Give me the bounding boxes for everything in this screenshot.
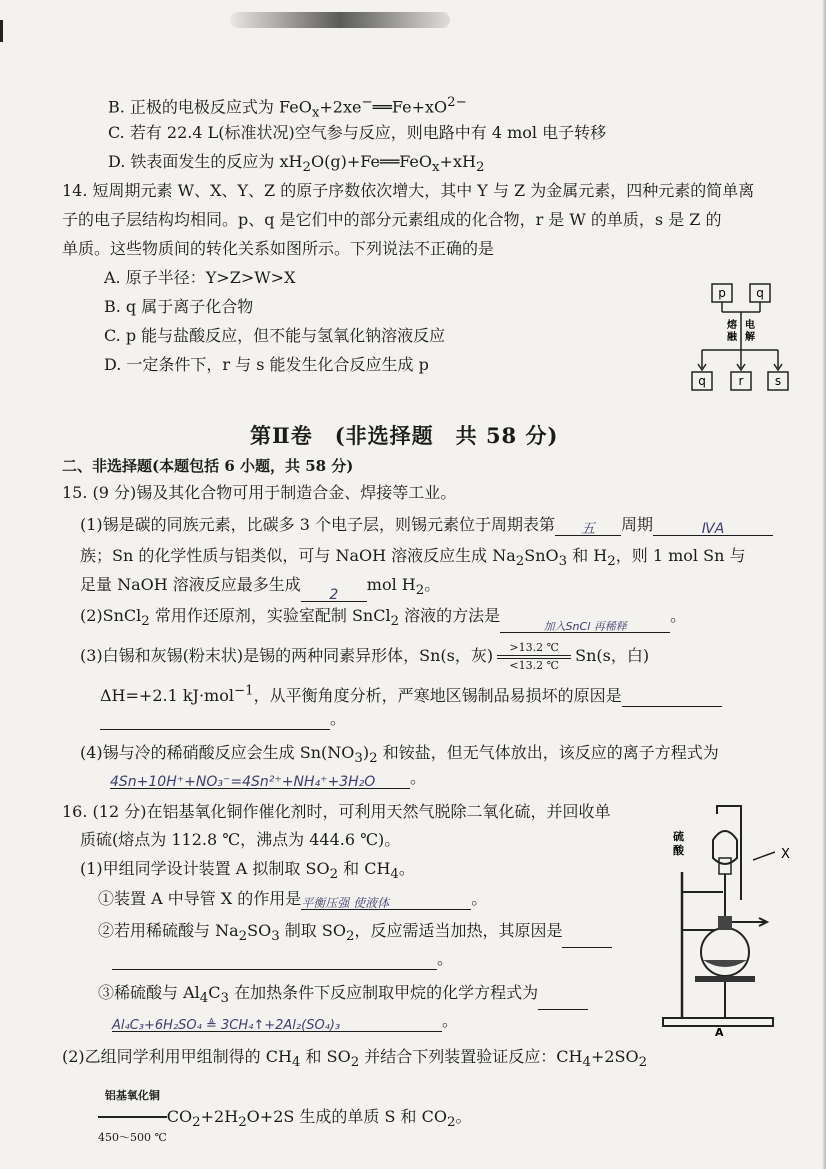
q15-part3-line1 (80, 640, 649, 672)
label-x: X (781, 847, 790, 862)
reaction-condition (98, 1076, 167, 1158)
q15-part3-text: (3)白锡和灰锡(粉末状)是锡的两种同素异形体，Sn(s，灰) (80, 646, 494, 665)
q16-part2: (2)乙组同学利用甲组制得的 $CH_4$ 和 $SO_2$ 并结合下列装置验证反应：$CH_4+2SO_2$ (62, 1047, 648, 1071)
q16-part1-3-line2: Al₄C₃+6H₂SO₄ ≜ 3CH₄↑+2Al₂(SO₄)₃ 。 (112, 1011, 459, 1033)
section-title: 第Ⅱ卷 (非选择题 共 58 分) (250, 423, 559, 448)
q13-option-d: D. 铁表面发生的反应为 $xH_2O(g)+Fe══FeO_x+xH_2$ (108, 152, 485, 176)
label-p: p (718, 286, 726, 300)
stand-base (663, 1018, 773, 1026)
q15-part3-question: ΔH=+2.1 kJ·mol$^{-1}$，从平衡角度分析，严寒地区锡制品易损坏的原因是 (100, 684, 622, 706)
q15-period-answer[interactable] (555, 517, 621, 536)
page-edge-shadow (822, 0, 826, 1169)
q15-part1-line1 (80, 514, 773, 536)
heating-mantle (695, 976, 755, 982)
q13-option-b: B. 正极的电极反应式为 $FeO_x+2xe^-══Fe+xO^{2-}$ (108, 95, 467, 121)
q16-part1-2-line2: 。 (112, 948, 453, 970)
q15-part3-line2 (100, 681, 722, 707)
q16-part1-1-answer-text: 平衡压强 使液体 (301, 896, 390, 910)
label-a: A (715, 1026, 724, 1036)
q16-part1: (1)甲组同学设计装置 A 拟制取 $SO_2$ 和 $CH_4$。 (80, 859, 415, 883)
label-acid-2: 酸 (673, 844, 684, 857)
q16-stem-line2: 质硫(熔点为 112.8 ℃，沸点为 444.6 ℃)。 (80, 830, 401, 849)
label-elec-1: 电 (745, 320, 755, 331)
q16-part1-3 (98, 982, 588, 1010)
equilibrium-arrow (497, 642, 571, 672)
q16-part1-3-text: ③稀硫酸与 $Al_4C_3$ 在加热条件下反应制取甲烷的化学方程式为 (98, 983, 539, 1007)
q16-part1-2-answer-a[interactable] (562, 929, 612, 948)
arrow-top-condition: >13.2 ℃ (509, 640, 559, 654)
q16-part1-1-text: ①装置 A 中导管 X 的作用是 (98, 889, 302, 908)
q16-part1-3-answer-text: Al₄C₃+6H₂SO₄ ≜ 3CH₄↑+2Al₂(SO₄)₃ (112, 1018, 341, 1033)
q15-h2-answer-text: 2 (329, 587, 339, 604)
q15-part4: (4)锡与冷的稀硝酸反应会生成 $Sn(NO_3)_2$ 和铵盐，但无气体放出，该反应的离子方程式为 (80, 743, 719, 767)
q16-part1-2 (98, 920, 612, 948)
q16-part1-1-answer[interactable] (301, 891, 471, 910)
q15-h2-answer[interactable] (301, 583, 367, 602)
q16-part1-2-text: ②若用稀硫酸与 $Na_2SO_3$ 制取 $SO_2$，反应需适当加热，其原因是 (98, 921, 563, 945)
q16-stem-line1: 16. (12 分)在铝基氧化铜作催化剂时，可利用天然气脱除二氧化硫，并回收单 (62, 802, 611, 821)
label-melt-2: 融 (727, 332, 737, 343)
q16-part2-products: $CO_2+2H_2O+2S$ 生成的单质 S 和 $CO_2$。 (166, 1106, 472, 1130)
q15-period-answer-text: 五 (581, 521, 596, 537)
q13-option-c: C. 若有 22.4 L(标准状况)空气参与反应，则电路中有 4 mol 电子转移 (108, 123, 607, 142)
q15-part4-answer-text: 4Sn+10H⁺+NO₃⁻=4Sn²⁺+NH₄⁺+3H₂O (110, 774, 376, 790)
q15-part3-line3: 。 (100, 708, 346, 730)
q15-period-label: 周期 (621, 515, 654, 534)
q14-stem-line2: 子的电子层结构均相同。p、q 是它们中的部分元素组成的化合物，r 是 W 的单质，s 是 Z 的 (62, 210, 722, 229)
q15-group-answer-text: ⅣA (701, 521, 725, 537)
q15-h2-unit: mol $H_2$。 (366, 575, 441, 599)
q14-option-d: D. 一定条件下，r 与 s 能发生化合反应生成 p (104, 355, 429, 374)
label-elec-2: 解 (745, 332, 755, 343)
q15-part2: (2)SnCl$_2$ 常用作还原剂，实验室配制 SnCl$_2$ 溶液的方法是加入SnCl 再稀释。 (80, 606, 687, 634)
q15-part2-answer-text: 加入SnCl 再稀释 (543, 620, 627, 634)
q14-stem-line3: 单质。这些物质间的转化关系如图所示。下列说法不正确的是 (62, 239, 495, 258)
catalyst-label: 铝基氧化铜 (98, 1076, 167, 1118)
label-acid-1: 硫 (673, 830, 684, 843)
q15-part2-answer[interactable] (500, 614, 670, 633)
label-melt-1: 熔 (727, 320, 737, 331)
label-r: r (738, 374, 744, 388)
q15-stem: 15. (9 分)锡及其化合物可用于制造合金、焊接等工业。 (62, 483, 457, 502)
q15-part4-answer[interactable] (110, 770, 410, 789)
q15-group-answer[interactable] (653, 517, 773, 536)
q15-part2-text: (2)SnCl$_2$ 常用作还原剂，实验室配制 SnCl$_2$ 溶液的方法是 (80, 606, 501, 630)
q15-part1-text: (1)锡是碳的同族元素，比碳多 3 个电子层，则锡元素位于周期表第 (80, 515, 556, 534)
q15-part1-line2: 族；Sn 的化学性质与铝类似，可与 NaOH 溶液反应生成 $Na_2SnO_3$ 和 $H_2$，则 1 mol Sn 与 (80, 546, 746, 570)
q15-part1-line3 (80, 574, 440, 602)
q16-part1-1: ①装置 A 中导管 X 的作用是平衡压强 使液体 。 (98, 889, 488, 910)
q14-option-a: A. 原子半径：Y>Z>W>X (104, 268, 296, 287)
arrow-bottom-condition: <13.2 ℃ (509, 658, 559, 672)
q15-part3-answer-b[interactable] (100, 711, 330, 730)
q15-part3-answer-a[interactable] (622, 688, 722, 707)
label-q: q (756, 286, 764, 300)
scan-edge-mark (0, 20, 3, 42)
temperature-label: 450～500 ℃ (98, 1131, 167, 1144)
label-s: s (774, 374, 782, 388)
q14-option-b: B. q 属于离子化合物 (104, 297, 254, 316)
label-q-product: q (698, 374, 706, 388)
scan-shadow (230, 12, 450, 28)
q15-part4-answer-line: 4Sn+10H⁺+NO₃⁻=4Sn²⁺+NH₄⁺+3H₂O 。 (110, 768, 427, 790)
q16-part1-3-answer-b[interactable] (112, 1013, 442, 1032)
q16-part2-line2 (98, 1076, 472, 1158)
q14-conversion-diagram (690, 282, 800, 397)
q14-option-c: C. p 能与盐酸反应，但不能与氢氧化钠溶液反应 (104, 326, 446, 345)
section-subtitle: 二、非选择题(本题包括 6 小题，共 58 分) (62, 457, 354, 475)
separatory-funnel (713, 831, 737, 864)
q16-part1-3-answer-a[interactable] (538, 991, 588, 1010)
q15-part3-product: Sn(s，白) (575, 646, 650, 665)
q15-h2-prompt: 足量 NaOH 溶液反应最多生成 (80, 575, 301, 594)
round-bottom-flask (701, 928, 749, 976)
apparatus-a-diagram (655, 800, 805, 1036)
q16-part1-2-answer-b[interactable] (112, 951, 437, 970)
q14-stem-line1: 14. 短周期元素 W、X、Y、Z 的原子序数依次增大，其中 Y 与 Z 为金属元素，四种元素的简单离 (62, 181, 755, 200)
